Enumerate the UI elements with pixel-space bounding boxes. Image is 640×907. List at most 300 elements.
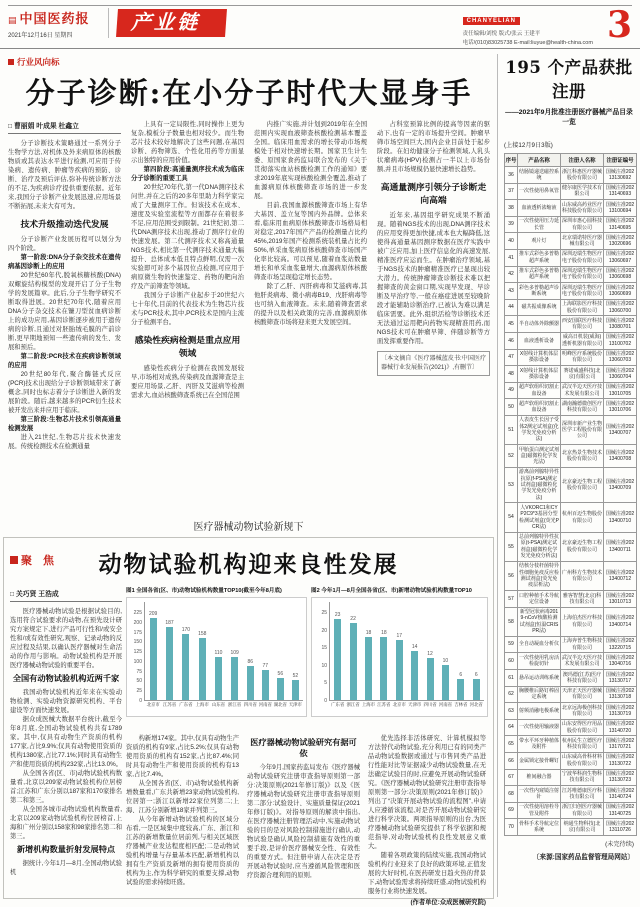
row-number: 45 bbox=[505, 316, 518, 333]
registration-number: 国械注准20213060704 bbox=[604, 366, 637, 383]
contact-line: 电话/(010)83025738 E-mail:liuyue@health-china.com bbox=[462, 40, 593, 46]
focus-label bbox=[10, 552, 58, 568]
y-tick-label: 175 bbox=[133, 629, 142, 636]
masthead-divider bbox=[108, 8, 109, 38]
registration-table bbox=[504, 153, 637, 836]
paragraph: 随着各项政策的陆续实施,我国动物试验机构行业迎来了良好的政策环境,正值发展的大好时机,在医药研发日趋火热的背景下,动物试验需求将持续旺盛,动物试验机构服务行业将快速发展。 bbox=[368, 852, 486, 895]
registration-number: 国械注准20213400707 bbox=[604, 415, 637, 444]
table-row bbox=[505, 769, 637, 786]
bar bbox=[427, 658, 434, 700]
registrant-name: 广州科方生物技术有限公司 bbox=[561, 561, 604, 590]
row-number: 42 bbox=[505, 266, 518, 283]
author-note: (作者单位:众成医械研究院) bbox=[410, 899, 486, 906]
product-name: 血液透析设备 bbox=[518, 332, 561, 349]
product-name: X射线计算机体层摄影设备 bbox=[518, 349, 561, 366]
table-row bbox=[505, 719, 637, 736]
bar-value-label: 109 bbox=[230, 650, 239, 657]
registrant-name: 雅客智慧(北京)科技有限公司 bbox=[561, 591, 604, 608]
x-category-label: 浙江省 bbox=[228, 702, 242, 707]
row-number: 59 bbox=[505, 636, 518, 653]
product-name: 人表皮生长因子受体2测定试剂盒(化学发光免疫分析法) bbox=[518, 415, 561, 444]
paragraph: 从全国各省(区、市)动物试验机构新增数量看,广东共新增23家动物试验机构,位居第一;浙江以新增22家位列第二;上海、江苏分别新增18家并列第三。 bbox=[126, 780, 239, 814]
bar bbox=[166, 627, 173, 700]
registration-number: 国械注准20213010713 bbox=[604, 591, 637, 608]
red-square-icon bbox=[10, 556, 18, 564]
registrant-name: 深圳迈瑞生物医疗电子股份有限公司 bbox=[561, 266, 604, 283]
row-number: 66 bbox=[505, 752, 518, 769]
registration-number: 国械注准20213400712 bbox=[604, 561, 637, 590]
y-tick-label: 25 bbox=[136, 688, 142, 695]
product-name: 推车式彩色多普勒超声系统 bbox=[518, 266, 561, 283]
table-row bbox=[505, 445, 637, 468]
bar-value-label: 23 bbox=[334, 612, 341, 619]
product-name: 超声软组织切割止血设备 bbox=[518, 382, 561, 399]
col-header-registrant: 注册人名称 bbox=[561, 154, 604, 167]
paragraph: 据众成医械大数据平台统计,截至今年8月底,全国动物试验机构共有1789家。其中,仅具有动物生产资质的机构177家,占比9.9%;仅具有动物使用资质的机构1380家,占比77.1%;同时具有动物生产和使用资质的机构232家,占比13.0%。 bbox=[10, 716, 122, 768]
registrant-name: 武汉半边天医疗技术发展有限公司 bbox=[561, 382, 604, 399]
bar-value-label: 10 bbox=[442, 657, 449, 664]
product-name: 游离前列腺特异性抗原(f-PSA)测定试剂盒(磁微粒化学发光免疫分析法) bbox=[518, 467, 561, 502]
product-name: 一次性使用溶栓导管及附件 bbox=[518, 802, 561, 819]
bar-group bbox=[438, 657, 453, 707]
sub-heading: 全国有动物试验机构近两千家 bbox=[12, 673, 120, 683]
row-number: 51 bbox=[505, 415, 518, 444]
row-number: 41 bbox=[505, 249, 518, 266]
registrant-name: 澳玛德(江苏)医疗科技有限公司 bbox=[561, 670, 604, 687]
product-name: 超声软组织切割止血设备 bbox=[518, 399, 561, 416]
bar bbox=[380, 637, 387, 700]
bar-value-label: 18 bbox=[365, 629, 372, 636]
registration-number: 国械注准20213130723 bbox=[604, 769, 637, 786]
registration-number: 国械注准20213140720 bbox=[604, 719, 637, 736]
registration-number: 国械注准20213140725 bbox=[604, 802, 637, 819]
table-row bbox=[505, 266, 637, 283]
plot-area bbox=[329, 602, 484, 707]
table-row bbox=[505, 249, 637, 266]
bar-value-label: 17 bbox=[396, 633, 403, 640]
registrant-name: 健尔康医学技术有限公司 bbox=[561, 183, 604, 200]
registration-number: 国械注准20213400708 bbox=[604, 445, 637, 468]
row-number: 67 bbox=[505, 769, 518, 786]
table-row bbox=[505, 591, 637, 608]
article-columns bbox=[8, 120, 490, 518]
article-headline: 分子诊断:在小分子时代大显身手 bbox=[25, 76, 473, 110]
paragraph: 目前,我国血源核酸筛查市场上有华大基因、盖立复等国内外品牌。总体来看,临床用血病原体核酸筛查市场格局相对稳定,2017年国产产品的检测量占比约45%,2019年国产检测系统装机量占比约50%,单采血浆病原体核酸筛查市场国产化率比较高。可以预见,随着血浆站数量增长和单采血浆量增大,血源病原体核酸筛查市场呈现稳定增长态势。 bbox=[254, 202, 367, 281]
product-name: 结核分枝杆菌特异性细胞免疫反应检测试剂盒(荧光免疫层析法) bbox=[518, 561, 561, 590]
col-header-product: 产品名称 bbox=[518, 154, 561, 167]
table-row bbox=[505, 670, 637, 687]
focus-headline: 动物试验机构迎来良性发展 bbox=[98, 551, 399, 578]
bar bbox=[199, 638, 206, 700]
paragraph: 近年来,基因组学研究成果不断涌现。随着NGS技术的出现,DNA测序技术的应用变得更加快捷,成本也大幅降低,这使得高通量基因测序数据在医疗实践中被广泛应用,加上医疗信息化的高速发展,精准医疗应运而生。在肿瘤治疗领域,基于NGS技术的肿瘤精准医疗已显现出较大潜力。传统肿瘤筛查诊断技术难以把握筛查的黄金窗口期,实现早发现、早诊断及早治疗等,一般在癌症进展至较晚阶段才能辅助诊断治疗,已被认为难以满足临床需要。此外,组织活检等诊断技术还无法通过运用靶向药物实现精准用药,而NGS技术可在肿瘤早筛、伴随诊断等方面发挥重要作用。 bbox=[377, 212, 490, 345]
bar-value-label: 56 bbox=[277, 671, 284, 678]
paragraph: 构新增174家。其中,仅具有动物生产资质的机构有9家,占比5.2%;仅具有动物使用资质的机构有152家,占比87.4%;同时具有动物生产和使用资质的机构有13家,占比7.4%。 bbox=[126, 735, 240, 778]
bar-value-label: 18 bbox=[381, 629, 387, 636]
product-name: 磁共振成像系统 bbox=[518, 299, 561, 316]
x-category-label: 天津市 bbox=[408, 702, 422, 707]
bar-group bbox=[331, 612, 345, 707]
paragraph: 感染性疾病分子检测在我国发展较早,市场相对成熟,传染病及血源筛查是主要应用场景,乙肝、丙肝及艾滋病等检测需求大,血站核酸筛查系统已在全国范围 bbox=[131, 365, 244, 399]
table-row bbox=[505, 561, 637, 590]
x-category-label: 河北省 bbox=[469, 702, 483, 707]
y-tick-label: 150 bbox=[133, 639, 142, 646]
source-note-box: 〔本文摘自《医疗器械蓝皮书:中国医疗器械行业发展报告(2021)》,有删节〕 bbox=[377, 351, 490, 376]
table-row bbox=[505, 183, 637, 200]
sub-heading: 高通量测序引领分子诊断走向高端 bbox=[380, 183, 487, 206]
bar-value-label: 209 bbox=[149, 611, 158, 618]
bar bbox=[442, 665, 449, 700]
registrant-name: 赛诺威盛科技(北京)有限公司 bbox=[561, 366, 604, 383]
bar-value-label: 77 bbox=[262, 662, 269, 669]
registrant-name: 深圳迈瑞生物医疗电子股份有限公司 bbox=[561, 283, 604, 300]
sidebar-subtitle: ——2021年9月批准注册医疗器械产品目录一览 bbox=[505, 109, 633, 126]
registration-number: 国械注准20213020696 bbox=[604, 233, 637, 250]
paragraph: 今年9月,国家药监局发布《医疗器械动物试验研究注册审查指导原则第一部分:决策原则(2021年修订版)》以及《医疗器械动物试验研究注册审查指导原则第二部分:试验设计、实施质量保证(2021年修订版)》。对指导原则的解读中指出,在医疗器械注册管理活动中,实施动物试验的目的是对风险控制措施进行确认,动物试验是确认风险控制措施有效性的重要手段,是评价医疗器械安全性、有效性的重要方式。但注册申请人在决定是否开展动物试验时,应当遵循风险管理和医疗资源合理利用的原则, bbox=[247, 764, 360, 879]
bar-group bbox=[454, 671, 468, 707]
registrant-name: 山东威高骨科材料股份有限公司 bbox=[561, 752, 604, 769]
date-line: 2021年12月16日 星期四 bbox=[8, 33, 73, 39]
registrant-name: 杭州民生立德医疗科技有限公司 bbox=[561, 736, 604, 753]
registrant-name: 杭州百迈生物股份有限公司 bbox=[561, 503, 604, 532]
row-number: 68 bbox=[505, 786, 518, 803]
table-row bbox=[505, 299, 637, 316]
row-number: 38 bbox=[505, 200, 518, 217]
paragraph: 除了乙肝、丙肝病毒和艾滋病毒,其他肝炎病毒、微小病毒B19、戊肝病毒等也可纳入血液筛查。未来,随着筛查需求的提升以及相关政策的完善,血源病原体核酸筛查市场将迎来更大发展空间。 bbox=[254, 283, 367, 326]
x-category-label: 浙江省 bbox=[346, 702, 360, 707]
bar-group bbox=[361, 629, 376, 707]
bar bbox=[334, 619, 341, 700]
industry-trend-label-text: 行业风向标 bbox=[17, 57, 60, 67]
page-header bbox=[8, 4, 632, 46]
product-name: 悬吊运动训练系统 bbox=[518, 670, 561, 687]
y-tick-label: 50 bbox=[136, 678, 142, 685]
row-number: 49 bbox=[505, 382, 518, 399]
registration-number: 国械注准20213130692 bbox=[604, 167, 637, 184]
registration-number: 国械注准20213110726 bbox=[604, 819, 637, 836]
row-number: 39 bbox=[505, 216, 518, 233]
focus-column-3 bbox=[247, 734, 360, 892]
registration-number: 国械注准20213040716 bbox=[604, 653, 637, 670]
sub-heading: 医疗器械动物试验研究有据可依 bbox=[250, 737, 357, 758]
registrant-name: 山东安得医疗用品股份有限公司 bbox=[561, 719, 604, 736]
product-name: 结肠镜递送磁控系统 bbox=[518, 167, 561, 184]
table-row bbox=[505, 216, 637, 233]
bar-group bbox=[258, 662, 272, 707]
bar-group bbox=[228, 650, 242, 707]
registration-number: 国械注准20213130722 bbox=[604, 752, 637, 769]
section-banner bbox=[116, 9, 227, 37]
product-name: 观片灯 bbox=[518, 233, 561, 250]
sub-heading: 感染性疾病检测是重点应用领域 bbox=[134, 336, 241, 359]
table-row bbox=[505, 703, 637, 720]
registration-number: 国械注准20213130719 bbox=[604, 703, 637, 720]
registration-number: 国械注准20213060700 bbox=[604, 299, 637, 316]
bar-group bbox=[211, 649, 226, 707]
focus-label-text: 聚 焦 bbox=[21, 555, 59, 567]
paragraph: 优先选择非活体研究、计算机模拟等方法替代动物试验,充分利用已有的同类产品动物试验数据或通过与市售同类产品进行性能对比等证据减少动物试验数量,在无法确定试验目的时,应避免开展动物试验研究。《医疗器械动物试验研究注册审查指导原则第一部分:决策原则(2021年修订版)》列出了“决策开展动物试验的流程图”,申请人应遵循该流程,对是否开展动物试验研究进行科学决策。两项指导原则的出台,为医疗器械动物试验研究提供了科学依据和规范指导,对动物试验机构良性发展意义重大。 bbox=[368, 735, 486, 850]
table-row bbox=[505, 819, 637, 836]
bar bbox=[457, 679, 464, 700]
product-name: 一次性使用压力延长管 bbox=[518, 216, 561, 233]
bar-group bbox=[392, 633, 406, 707]
red-square-icon bbox=[8, 59, 14, 65]
y-tick-label: 25 bbox=[321, 610, 327, 616]
registrant-name: 深圳市新产业生物医学工程股份有限公司 bbox=[561, 415, 604, 444]
bar bbox=[292, 680, 299, 700]
x-category-label: 四川省 bbox=[423, 702, 437, 707]
x-category-label: 广东省 bbox=[179, 702, 193, 707]
y-tick-label: 125 bbox=[133, 649, 142, 656]
top-article bbox=[8, 56, 490, 518]
chart-1-plot-area bbox=[126, 597, 307, 717]
registrant-name: 西安国联医疗科技有限公司 bbox=[561, 316, 604, 333]
x-category-label: 广东省 bbox=[331, 702, 345, 707]
bar-value-label: 22 bbox=[350, 615, 356, 622]
row-number: 58 bbox=[505, 607, 518, 636]
registration-number: 国械注准20213060699 bbox=[604, 283, 637, 300]
table-row bbox=[505, 167, 637, 184]
x-category-label: 山东省 bbox=[211, 702, 226, 707]
table-row bbox=[505, 467, 637, 502]
paragraph: 占科室预算比例的提高等因素的驱动下,也有一定的市场提升空间。肿瘤早筛市场空间巨大,国内企业目前处于起步阶段。在妇幼健康分子检测领域,人乳头状瘤病毒(HPV)检测占一半以上市场份额,并且市场规模仍显快速增长趋势。 bbox=[377, 121, 490, 173]
registrant-name: 浙江科惠医疗器械股份有限公司 bbox=[561, 167, 604, 184]
y-tick-label: 0 bbox=[324, 698, 327, 704]
byline: □ 曹丽娟 叶成果 杜鑫立 bbox=[8, 120, 121, 134]
registrant-name: 北京瑞诺特医疗器械有限公司 bbox=[561, 233, 604, 250]
bar-value-label: 52 bbox=[292, 672, 299, 679]
row-number: 60 bbox=[505, 653, 518, 670]
row-number: 36 bbox=[505, 167, 518, 184]
product-name: 一次性内窥镜注射针 bbox=[518, 786, 561, 803]
product-name: 半自动体外除颤器 bbox=[518, 316, 561, 333]
sub-heading: 技术升级推动迭代发展 bbox=[20, 220, 109, 230]
y-tick-label: 0 bbox=[139, 698, 142, 704]
product-name: 一次性使用乳房活检旋切针 bbox=[518, 653, 561, 670]
header-rule bbox=[0, 48, 640, 49]
registration-number: 国械注准20213060698 bbox=[604, 266, 637, 283]
sidebar-title: 195 个产品获批注册 bbox=[505, 58, 633, 101]
page-number: 3 bbox=[606, 4, 632, 46]
focus-column-1 bbox=[10, 588, 122, 890]
y-tick-label: 5 bbox=[324, 680, 327, 687]
x-category-label: 上海市 bbox=[195, 702, 209, 707]
registrant-name: 山东威高药业医疗科技股份有限公司 bbox=[561, 200, 604, 217]
bar-value-label: 6 bbox=[459, 671, 463, 678]
x-category-label: 四川省 bbox=[243, 702, 257, 707]
product-name: 新型冠状病毒2019-nCoV核酸检测试剂盒(恒温CRISPR法) bbox=[518, 607, 561, 636]
bar bbox=[215, 657, 222, 700]
paragraph: 20世纪80年代,聚合酶链式反应(PCR)技术出现给分子诊断领域带来了新概念,同时也标志着分子诊断进入新的发展阶段。随后,越来越多的PCR衍生技术被开发出来并应用于临床。 bbox=[8, 371, 121, 414]
bar-group bbox=[423, 650, 437, 707]
paragraph: 分子诊断产业发展历程可以划分为四个阶段。 bbox=[8, 236, 121, 252]
registration-number: 国械注准20213100702 bbox=[604, 332, 637, 349]
registrant-name: 北京豪迈生物工程股份有限公司 bbox=[561, 467, 604, 502]
product-name: 一次性使用鼻氧管 bbox=[518, 183, 561, 200]
registrant-name: 江苏唯德康医疗科技有限公司 bbox=[561, 786, 604, 803]
focus-kicker: 医疗器械动物试验新规下 bbox=[193, 522, 304, 533]
table-row bbox=[505, 399, 637, 416]
article-column-1 bbox=[8, 120, 121, 518]
registration-number: 国械注准20213220715 bbox=[604, 636, 637, 653]
registration-number: 国械注准20213400709 bbox=[604, 467, 637, 502]
product-name: 射频消融电极系统 bbox=[518, 703, 561, 720]
row-number: 64 bbox=[505, 719, 518, 736]
row-number: 61 bbox=[505, 670, 518, 687]
bar-group bbox=[469, 671, 483, 707]
x-category-label: 江苏省 bbox=[377, 702, 391, 707]
paragraph: 医疗器械动物试验是根据试验目的,选用符合试验要求的动物,在预先设计研究方案规定下,进行产品可行性和/或安全性和/或有效性研究,观察、记录动物的反应过程及结果,以确认医疗器械对生命活动的作用与影响。动物试验机构是开展医疗器械动物试验的重要平台。 bbox=[10, 608, 122, 669]
product-name: 椎间融合器 bbox=[518, 769, 561, 786]
paragraph: 我国分子诊断产业起步于20世纪六七十年代,目前的代表技术为生物芯片技术与PCR技术,其中,PCR技术是国内主流分子检测平台。 bbox=[131, 292, 244, 326]
bar-group bbox=[243, 659, 257, 707]
registration-number: 国械注准20213400710 bbox=[604, 503, 637, 532]
product-name: 彩色多普勒超声诊断系统 bbox=[518, 283, 561, 300]
bar-group bbox=[146, 611, 160, 707]
table-row bbox=[505, 233, 637, 250]
registration-number: 国械注准20213130717 bbox=[604, 670, 637, 687]
registration-number: 国械注准20213130718 bbox=[604, 686, 637, 703]
sidebar-divider-rule bbox=[497, 54, 498, 897]
focus-column-2 bbox=[126, 734, 239, 892]
table-row bbox=[505, 332, 637, 349]
bar bbox=[247, 666, 254, 700]
table-row bbox=[505, 200, 637, 217]
bar-value-label: 170 bbox=[181, 626, 191, 633]
product-name: X射线计算机体层摄影设备 bbox=[518, 366, 561, 383]
registrant-name: 天津正天医疗器械有限公司 bbox=[561, 686, 604, 703]
industry-trend-label bbox=[8, 56, 490, 68]
newspaper-logo-icon: ▤ bbox=[8, 16, 18, 26]
product-name: 骨科手术导航定位系统 bbox=[518, 819, 561, 836]
registrant-name: 湖南瀚德微创医疗科技有限公司 bbox=[561, 399, 604, 416]
bar-group bbox=[408, 643, 422, 707]
product-name: 甲胎蛋白测定试剂盒(磁微粒化学发光法) bbox=[518, 445, 561, 468]
registration-number: 国械注准20213140724 bbox=[604, 786, 637, 803]
bar bbox=[350, 623, 357, 700]
source-note: 〔来源:国家药品监督管理局网站〕 bbox=[532, 853, 634, 861]
paragraph: 内推广实施,并计划到2019年在全国范围内实现血液筛查核酸检测基本覆盖全国。临床用血需求的增长带动市场规模处于相对快速增长期。国家卫生计生委、原国家食药监局联合发布的《关于贯彻落实血站核酸检测工作的通知》要求2019年底实现核酸检测全覆盖,推动了血源病原体核酸筛查市场的进一步发展。 bbox=[254, 121, 367, 200]
paragraph: 第一阶段:DNA分子杂交技术在遗传病基因诊断上的应用 bbox=[8, 254, 121, 270]
table-row bbox=[505, 802, 637, 819]
row-number: 40 bbox=[505, 233, 518, 250]
paragraph: 第三阶段:生物芯片技术引领高通量检测发展 bbox=[8, 416, 121, 432]
y-tick-label: 75 bbox=[136, 668, 142, 675]
row-number: 62 bbox=[505, 686, 518, 703]
table-row bbox=[505, 283, 637, 300]
table-row bbox=[505, 686, 637, 703]
registrant-name: 北京远海极创科技有限公司 bbox=[561, 703, 604, 720]
x-category-label: 河南省 bbox=[438, 702, 453, 707]
paragraph: 上具有一定局限性,同时操作上更为复杂,模板分子数量也相对较少。而生物芯片技术较好地解决了这些问题,在基因诊断、药物筛选、个性化用药等方面显示出独特的应用价值。 bbox=[131, 121, 244, 164]
y-tick-label: 15 bbox=[321, 645, 327, 652]
registration-sidebar bbox=[504, 54, 634, 861]
product-name: 推车式彩色多普勒超声系统 bbox=[518, 249, 561, 266]
product-name: 血液透析浓缩液 bbox=[518, 200, 561, 217]
bar-group bbox=[346, 615, 360, 707]
bar-value-label: 14 bbox=[411, 643, 418, 650]
bar bbox=[411, 651, 418, 700]
plot-area bbox=[144, 602, 303, 707]
focus-section bbox=[3, 537, 494, 906]
top-rule bbox=[8, 5, 632, 6]
focus-byline: □ 关巧贤 王浩成 bbox=[10, 588, 122, 602]
registration-number: 国械注准20213010706 bbox=[604, 399, 637, 416]
row-number: 48 bbox=[505, 366, 518, 383]
table-row bbox=[505, 607, 637, 636]
table-row bbox=[505, 316, 637, 333]
registration-number: 国械注准20213100694 bbox=[604, 200, 637, 217]
focus-column-4 bbox=[368, 734, 486, 906]
bar-value-label: 6 bbox=[474, 671, 478, 678]
table-row bbox=[505, 736, 637, 753]
product-name: 口腔种植手术导航定位设备 bbox=[518, 591, 561, 608]
article-column-4 bbox=[377, 120, 490, 518]
newspaper-name bbox=[8, 8, 100, 27]
bar-group bbox=[162, 619, 177, 707]
row-number: 69 bbox=[505, 802, 518, 819]
product-name: 总前列腺特异性抗原(t-PSA)测定试剂盒(磁微粒化学发光免疫分析法) bbox=[518, 532, 561, 561]
paragraph: 第二阶段:PCR技术在疾病诊断领域的应用 bbox=[8, 353, 121, 369]
product-name: 人VKORC1和CYP2C9*3基因分型检测试剂盒(荧光PCR法) bbox=[518, 503, 561, 532]
y-tick-label: 200 bbox=[133, 619, 142, 626]
section-name-en: CHANYELIAN bbox=[463, 17, 520, 25]
bar-group bbox=[377, 629, 391, 707]
row-number: 47 bbox=[505, 349, 518, 366]
sub-heading: 新增机构数量折射发展特点 bbox=[16, 844, 116, 854]
row-number: 70 bbox=[505, 819, 518, 836]
row-number: 54 bbox=[505, 503, 518, 532]
product-name: 一次性使用输液器 bbox=[518, 719, 561, 736]
bar bbox=[365, 637, 372, 700]
table-row bbox=[505, 415, 637, 444]
bar bbox=[277, 678, 284, 700]
bar bbox=[262, 670, 269, 700]
chart-figure-2 bbox=[311, 586, 488, 717]
paragraph: 20世纪60年代,脱氧核糖核酸(DNA)双螺旋结构模型的发现开启了分子生物学的发展篇章。此后,分子生物学研究不断取得进展。20世纪70年代,随着应用DNA分子杂交技术在镰刀型贫血病诊断上的成功应用,基因诊断逐步被用于遗传病的诊断,且通过对胚胎绒毛膜的产前诊断,更早期地预知一些遗传病的发生、发展和预后。 bbox=[8, 272, 121, 351]
section-banner-text: 产业链 bbox=[130, 12, 201, 34]
x-category-label: 北京市 bbox=[392, 702, 406, 707]
table-row bbox=[505, 636, 637, 653]
bar bbox=[396, 640, 403, 700]
article-column-2 bbox=[131, 120, 244, 518]
row-number: 46 bbox=[505, 332, 518, 349]
continued-note: (上接12月9日3版) bbox=[504, 142, 553, 149]
registrant-name: 北京热景生物技术股份有限公司 bbox=[561, 445, 604, 468]
editor-info-block bbox=[463, 8, 593, 46]
row-number: 65 bbox=[505, 736, 518, 753]
x-category-label: 上海市 bbox=[361, 702, 376, 707]
registrant-name: 明峰医疗系统股份有限公司 bbox=[561, 349, 604, 366]
registration-number: 国械注准20213140693 bbox=[604, 183, 637, 200]
registrant-name: 威高日机装(威海)透析机器有限公司 bbox=[561, 332, 604, 349]
table-row bbox=[505, 349, 637, 366]
row-number: 56 bbox=[505, 561, 518, 590]
bar-value-label: 187 bbox=[165, 619, 174, 626]
table-row bbox=[505, 503, 637, 532]
row-number: 57 bbox=[505, 591, 518, 608]
registrant-name: 深圳市惠心圆科技有限公司 bbox=[561, 216, 604, 233]
table-row bbox=[505, 366, 637, 383]
bar-group bbox=[288, 672, 302, 707]
registrant-name: 上海伯杰医疗科技有限公司 bbox=[561, 607, 604, 636]
bar-value-label: 12 bbox=[427, 650, 433, 657]
registration-number: 国械注准20213060697 bbox=[604, 249, 637, 266]
bar-group bbox=[273, 671, 287, 707]
paragraph: 我国动物试验机构近年来在实验动物检测、实验动物资源研究机构、平台建设等方面快速发展。 bbox=[10, 689, 122, 714]
row-number: 55 bbox=[505, 532, 518, 561]
y-tick-label: 10 bbox=[321, 662, 327, 669]
paragraph: 从全国各城市动物试验机构数量看,北京以209家动物试验机构位居榜首,上海和广州分别以158家和98家排名第二和第三。 bbox=[10, 806, 122, 840]
